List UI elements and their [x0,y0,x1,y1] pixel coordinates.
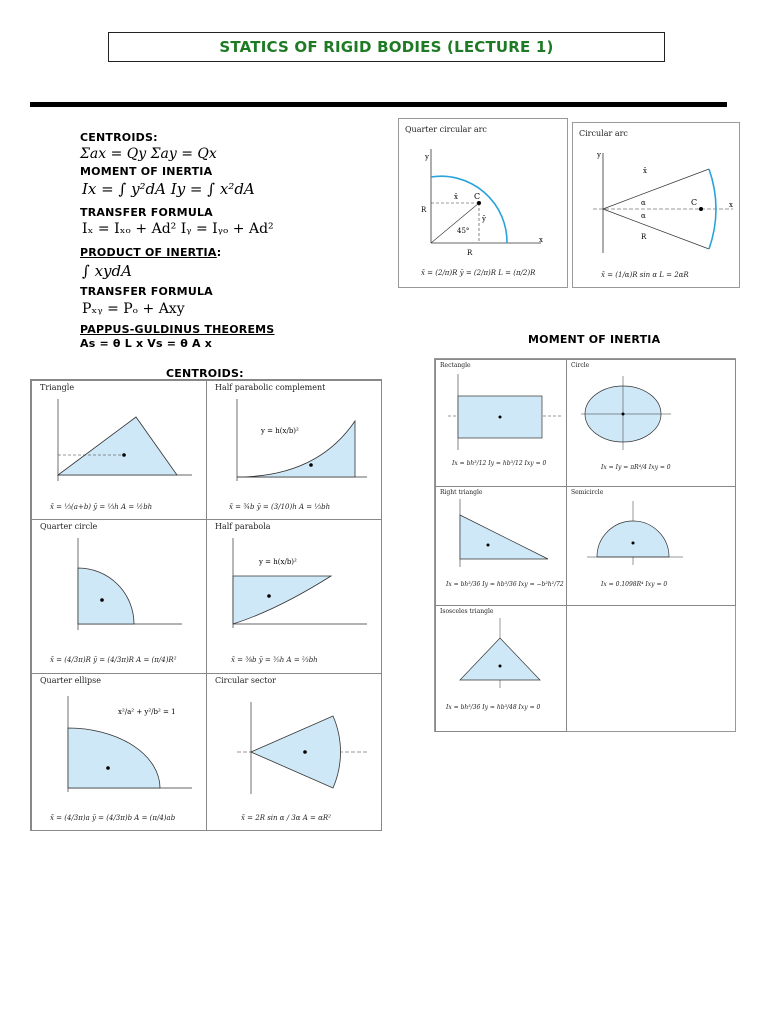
circular-arc-figure [573,123,741,289]
page-title: STATICS OF RIGID BODIES (LECTURE 1) [219,38,554,56]
poi-label: PRODUCT OF INERTIA [80,246,217,259]
moi-table [434,358,736,732]
cell-half-parabolic-complement [206,380,382,520]
quarter-arc-xbar-label: x̄ [454,193,458,201]
circular-arc-panel [572,122,740,288]
quarter-arc-r-side-label: R [421,206,427,214]
rectangle-formula: Ix = bh³/12 Iy = hb³/12 Ixy = 0 [452,460,547,467]
title-rule [30,102,727,107]
pappus-formula: As = θ L x Vs = θ A x [80,337,213,350]
right-triangle-figure [436,487,568,607]
quarter-arc-c-label: C [474,192,481,201]
right-triangle-caption: Right triangle [440,489,483,496]
quarter-arc-figure [399,119,569,289]
quarter-circle-figure [32,520,208,675]
circular-sector-caption: Circular sector [215,676,277,685]
centroids-heading: CENTROIDS: [166,367,244,380]
quarter-ellipse-formula: x̄ = (4/3π)a ȳ = (4/3π)b A = (π/4)ab [50,814,176,822]
half-parabolic-complement-curve: y = h(x/b)² [261,427,299,435]
triangle-formula: x̄ = ⅓(a+b) ȳ = ⅓h A = ½bh [50,503,153,511]
cell-half-parabola [206,519,382,674]
cell-circle [566,359,736,487]
half-parabolic-complement-figure [207,381,383,521]
moi-formula: Ix = ∫ y²dA Iy = ∫ x²dA [82,180,255,198]
triangle-caption: Triangle [40,383,75,392]
right-triangle-formula: Ix = bh³/36 Iy = hb³/36 Ixy = −b²h²/72 [446,581,564,588]
quarter-arc-y-label: y [425,153,429,161]
quarter-arc-angle-label: 45° [457,227,470,235]
circular-arc-x-label: x [729,201,733,209]
cell-triangle [31,380,207,520]
cell-isosceles-triangle [435,605,567,732]
isosceles-triangle-figure [436,606,568,733]
pappus-label: PAPPUS-GULDINUS THEOREMS [80,323,275,336]
cell-quarter-circle [31,519,207,674]
half-parabolic-complement-formula: x̄ = ¾b ȳ = (3/10)h A = ⅓bh [229,503,331,511]
cell-quarter-ellipse [31,673,207,831]
half-parabolic-complement-caption: Half parabolic complement [215,383,326,392]
circular-arc-xbar-label: x̄ [643,167,647,175]
quarter-arc-r-bottom-label: R [467,249,473,257]
quarter-ellipse-caption: Quarter ellipse [40,676,101,685]
poi-label-row [80,246,221,259]
half-parabola-curve: y = h(x/b)² [259,558,297,566]
poi-formula: ∫ xydA [82,262,132,280]
quarter-arc-panel [398,118,568,288]
transfer-formula-1: Iₓ = Iₓₒ + Ad² Iᵧ = Iᵧₒ + Ad² [82,221,274,237]
circle-caption: Circle [571,362,590,369]
half-parabola-figure [207,520,383,675]
quarter-arc-x-label: x [539,236,543,244]
centroids-formula: Σax = Qy Σay = Qx [80,146,217,162]
quarter-circle-formula: x̄ = (4/3π)R ȳ = (4/3π)R A = (π/4)R² [50,656,177,664]
circle-formula: Ix = Iy = πR⁴/4 Ixy = 0 [601,464,671,471]
transfer-label-1: TRANSFER FORMULA [80,206,213,219]
circular-arc-alpha-bottom: α [641,212,646,220]
semicircle-figure [567,487,737,607]
transfer-formula-2: Pₓᵧ = Pₒ + Axy [82,301,185,317]
centroid-table [30,379,382,831]
circular-arc-c-label: C [691,198,698,207]
circular-sector-figure [207,674,383,832]
semicircle-caption: Semicircle [571,489,604,496]
circular-arc-y-label: y [597,151,601,159]
moi-label: MOMENT OF INERTIA [80,165,213,178]
poi-colon: : [216,246,222,259]
circular-arc-caption: Circular arc [579,129,628,138]
cell-rectangle [435,359,567,487]
isosceles-triangle-caption: Isosceles triangle [440,608,494,615]
quarter-ellipse-figure [32,674,208,832]
cell-semicircle [566,486,736,606]
isosceles-triangle-formula: Ix = bh³/36 Iy = hb³/48 Ixy = 0 [446,704,541,711]
circular-sector-formula: x̄ = 2R sin α / 3α A = αR² [241,814,331,822]
transfer-label-2: TRANSFER FORMULA [80,285,213,298]
circular-arc-formula: x̄ = (1/α)R sin α L = 2αR [601,271,689,279]
rectangle-figure [436,360,568,488]
quarter-ellipse-curve: x²/a² + y²/b² = 1 [118,708,176,716]
quarter-circle-caption: Quarter circle [40,522,98,531]
circular-arc-alpha-top: α [641,199,646,207]
quarter-arc-caption: Quarter circular arc [405,125,487,134]
half-parabola-formula: x̄ = ⅜b ȳ = ⅗h A = ⅔bh [231,656,318,664]
title-box [108,32,665,62]
half-parabola-caption: Half parabola [215,522,271,531]
quarter-arc-ybar-label: ȳ [482,215,486,223]
semicircle-formula: Ix = 0.1098R⁴ Ixy = 0 [601,581,668,588]
cell-circular-sector [206,673,382,831]
cell-right-triangle [435,486,567,606]
triangle-figure [32,381,208,521]
quarter-arc-formula: x̄ = (2/π)R ȳ = (2/π)R L = (π/2)R [421,269,536,277]
rectangle-caption: Rectangle [440,362,471,369]
moi-heading: MOMENT OF INERTIA [528,333,661,346]
circular-arc-r-label: R [641,233,647,241]
centroids-label: CENTROIDS: [80,131,158,144]
